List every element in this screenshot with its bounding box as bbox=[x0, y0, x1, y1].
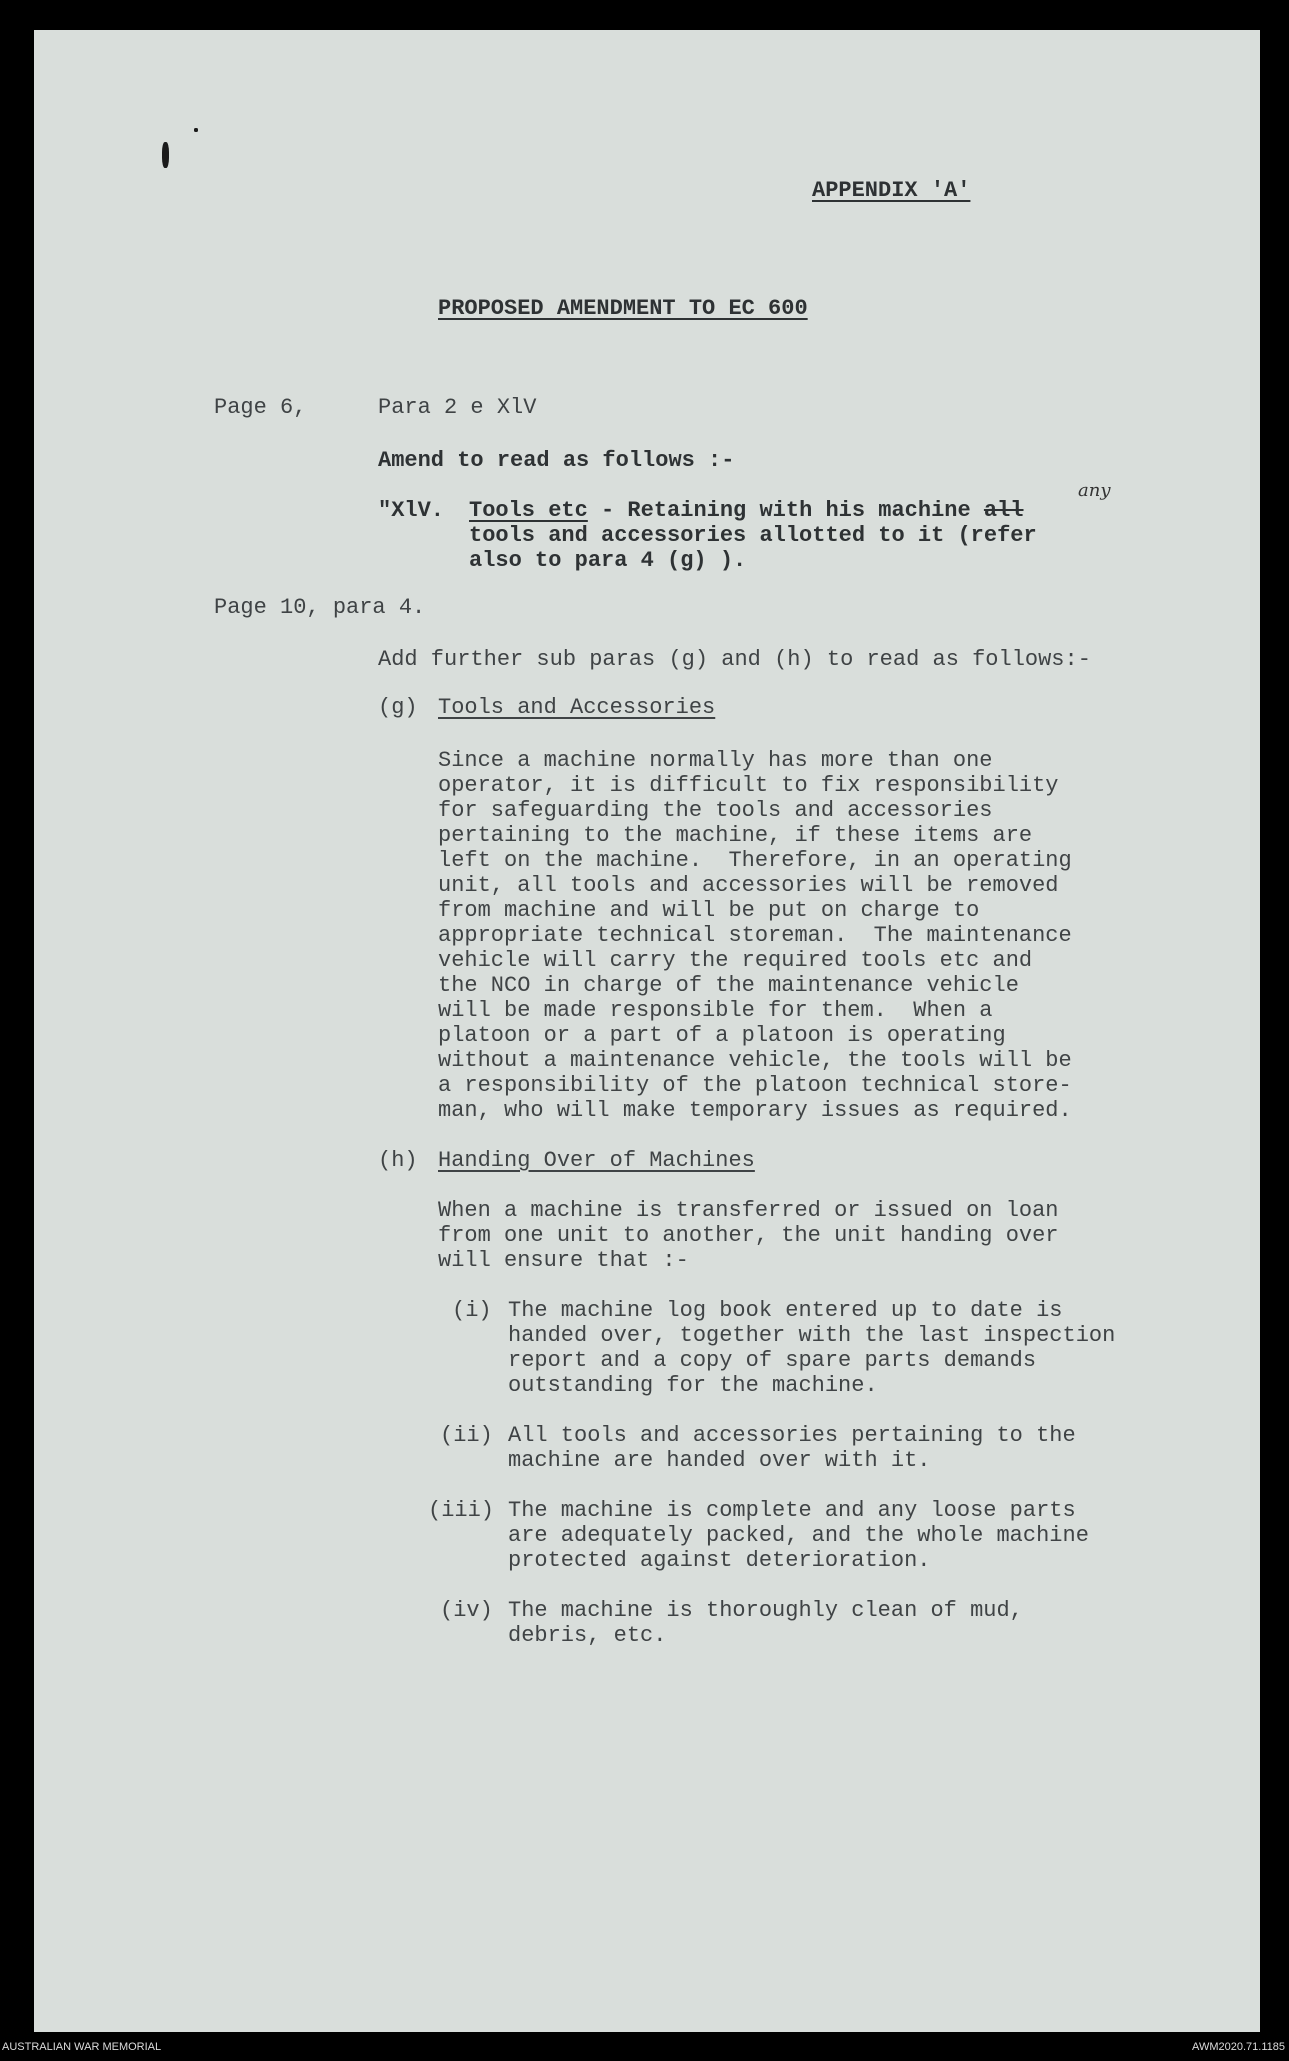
xiv-line-2: tools and accessories allotted to it (refer bbox=[469, 523, 1037, 548]
add-sub-paras-instruction: Add further sub paras (g) and (h) to read as follows:- bbox=[378, 647, 1091, 672]
para-g-line: the NCO in charge of the maintenance vehicle bbox=[438, 973, 1019, 998]
item-number: (iii) bbox=[428, 1498, 495, 1523]
para-g-line: vehicle will carry the required tools etc and bbox=[438, 948, 1033, 973]
para-h-heading: Handing Over of Machines bbox=[438, 1148, 755, 1173]
item-number: (iv) bbox=[440, 1598, 493, 1623]
item-line: are adequately packed, and the whole machine bbox=[508, 1523, 1089, 1548]
para-g-heading: Tools and Accessories bbox=[438, 695, 716, 720]
xiv-number: "XlV. bbox=[378, 498, 445, 523]
para-g-label: (g) bbox=[378, 695, 418, 720]
item-line: The machine is thoroughly clean of mud, bbox=[508, 1598, 1023, 1623]
item-line: The machine is complete and any loose parts bbox=[508, 1498, 1076, 1523]
appendix-label: APPENDIX 'A' bbox=[812, 178, 971, 203]
item-line: The machine log book entered up to date is bbox=[508, 1298, 1063, 1323]
para-g-line: platoon or a part of a platoon is operating bbox=[438, 1023, 1006, 1048]
item-line: protected against deterioration. bbox=[508, 1548, 931, 1573]
para-h-intro-line: will ensure that :- bbox=[438, 1248, 689, 1273]
para-g-line: for safeguarding the tools and accessories bbox=[438, 798, 993, 823]
punch-hole-mark bbox=[162, 142, 169, 168]
para-g-line: Since a machine normally has more than one bbox=[438, 748, 993, 773]
para-g-line: without a maintenance vehicle, the tools will be bbox=[438, 1048, 1072, 1073]
item-number: (i) bbox=[452, 1298, 492, 1323]
para-h-label: (h) bbox=[378, 1148, 418, 1173]
item-line: All tools and accessories pertaining to the bbox=[508, 1423, 1076, 1448]
page-ref-6: Page 6, bbox=[214, 395, 307, 420]
xiv-line-1-text: - Retaining with his machine bbox=[587, 498, 984, 523]
ink-speck bbox=[194, 128, 198, 132]
para-g-line: from machine and will be put on charge to bbox=[438, 898, 980, 923]
para-h-intro-line: When a machine is transferred or issued on loan bbox=[438, 1198, 1059, 1223]
footer-institution: AUSTRALIAN WAR MEMORIAL bbox=[2, 2041, 162, 2053]
para-ref-2e: Para 2 e XlV bbox=[378, 395, 537, 420]
item-line: handed over, together with the last inspection bbox=[508, 1323, 1116, 1348]
item-line: machine are handed over with it. bbox=[508, 1448, 931, 1473]
para-g-line: man, who will make temporary issues as required. bbox=[438, 1098, 1072, 1123]
document-page bbox=[34, 30, 1260, 2032]
para-g-line: unit, all tools and accessories will be removed bbox=[438, 873, 1059, 898]
xiv-heading: Tools etc bbox=[469, 498, 588, 523]
para-g-line: pertaining to the machine, if these items are bbox=[438, 823, 1033, 848]
para-g-line: operator, it is difficult to fix responsibility bbox=[438, 773, 1059, 798]
amend-instruction: Amend to read as follows :- bbox=[378, 448, 735, 473]
item-line: outstanding for the machine. bbox=[508, 1373, 878, 1398]
para-g-line: appropriate technical storeman. The maintenance bbox=[438, 923, 1072, 948]
handwritten-insert: any bbox=[1078, 480, 1111, 501]
item-line: debris, etc. bbox=[508, 1623, 667, 1648]
page-ref-10: Page 10, para 4. bbox=[214, 595, 426, 620]
footer-accession-number: AWM2020.71.1185 bbox=[1192, 2041, 1285, 2053]
struck-word: all bbox=[983, 498, 1024, 523]
para-g-line: will be made responsible for them. When a bbox=[438, 998, 993, 1023]
xiv-line-1 bbox=[469, 498, 1024, 523]
document-title: PROPOSED AMENDMENT TO EC 600 bbox=[438, 296, 808, 321]
para-g-line: a responsibility of the platoon technical store- bbox=[438, 1073, 1072, 1098]
para-g-line: left on the machine. Therefore, in an operating bbox=[438, 848, 1072, 873]
item-line: report and a copy of spare parts demands bbox=[508, 1348, 1037, 1373]
item-number: (ii) bbox=[440, 1423, 493, 1448]
xiv-line-3: also to para 4 (g) ). bbox=[469, 548, 747, 573]
para-h-intro-line: from one unit to another, the unit handing over bbox=[438, 1223, 1059, 1248]
